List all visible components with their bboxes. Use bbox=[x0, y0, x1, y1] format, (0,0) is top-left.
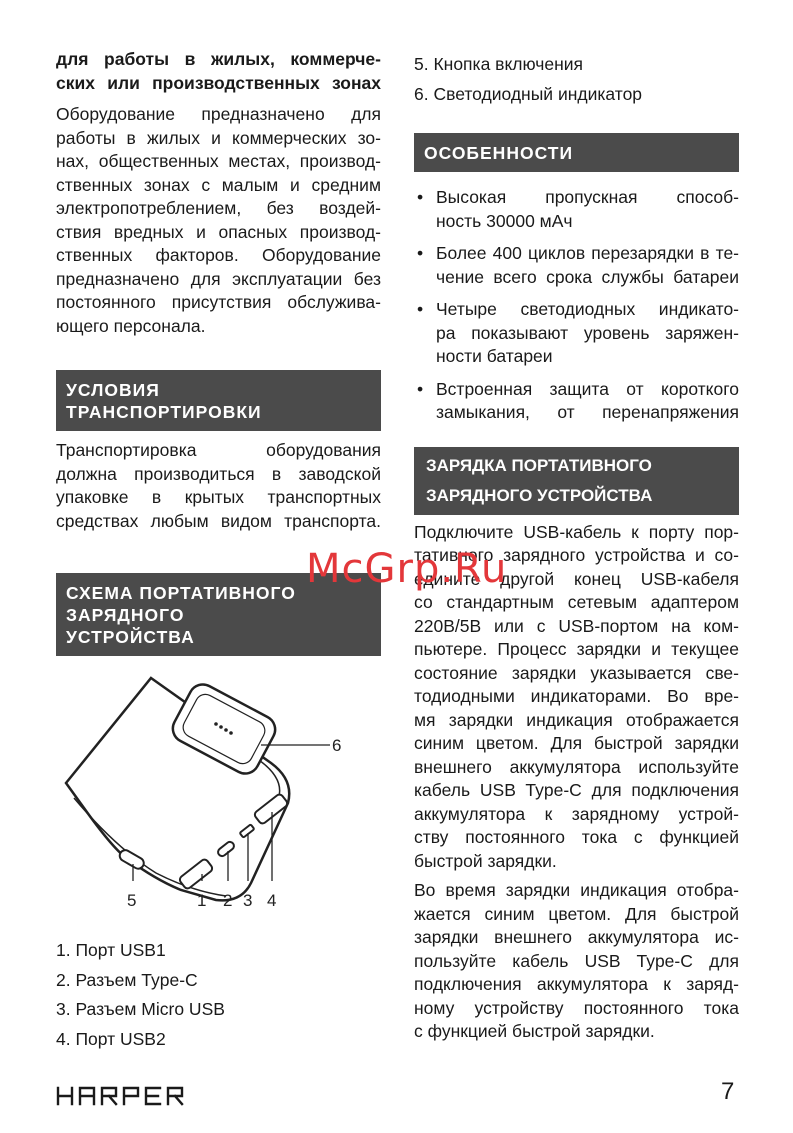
label-4: 4 bbox=[267, 891, 277, 910]
transport-paragraph: Транспортировка оборудования должна производиться в заводской упаковке в крытых транспортных средствах любым видом транспорта. bbox=[56, 440, 381, 531]
list-item: 4. Порт USB2 bbox=[56, 1028, 166, 1049]
intro-heading: для работы в жилых, коммерче- ских или производственных зонах bbox=[56, 49, 381, 93]
list-item: 6. Светодиодный индикатор bbox=[414, 83, 643, 104]
bullet-icon: • bbox=[417, 187, 424, 207]
brand-logo bbox=[56, 1086, 188, 1106]
led-dot-2 bbox=[219, 725, 223, 729]
list-item: 3. Разъем Micro USB bbox=[56, 999, 225, 1019]
transport-section-header: УСЛОВИЯ ТРАНСПОРТИРОВКИ bbox=[56, 370, 381, 431]
features-section-header: ОСОБЕННОСТИ bbox=[414, 133, 739, 172]
label-5: 5 bbox=[127, 891, 137, 910]
list-item: • Более 400 циклов перезарядки в те- чение всего срока службы батареи bbox=[417, 243, 739, 287]
label-3: 3 bbox=[243, 891, 253, 910]
label-6: 6 bbox=[332, 736, 342, 755]
features-list bbox=[414, 186, 739, 425]
charging-paragraph-1: Подключите USB-кабель к порту пор- тативного зарядного устройства и со- едините другой конец USB-кабеля со стандартным сетевым адаптером 220В/5В или с USB-портом на ком- пьютере. Процесс зарядки и текущее состояние зарядки указывается све- тодиодными индикаторами. Во вре- мя зарядки индикация отображается синим цветом. Для быстрой зарядки внешнего аккумулятора используйте кабель USB Type-C для подключения аккумулятора к зарядному устрой- ству постоянного тока с функцией быстрой зарядки. bbox=[414, 521, 739, 871]
list-item: 2. Разъем Type-C bbox=[56, 969, 198, 990]
scheme-section-header: СХЕМА ПОРТАТИВНОГО ЗАРЯДНОГО УСТРОЙСТВА bbox=[56, 573, 381, 656]
intro-paragraph: Оборудование предназначено для работы в жилых и коммерческих зо- нах, общественных местах, производ- ственных зонах с малым и средним электропотреблением, без воздей- ствия вредных и опасных производ- ственных факторов. Оборудование предназначено для эксплуатации без постоянного присутствия обслужива- ющего персонала. bbox=[56, 104, 381, 336]
components-list bbox=[414, 50, 739, 109]
power-bank-diagram bbox=[56, 668, 381, 928]
list-item: • Встроенная защита от короткого замыкания, от перенапряжения bbox=[417, 378, 739, 422]
label-1: 1 bbox=[197, 891, 207, 910]
label-2: 2 bbox=[223, 891, 233, 910]
watermark: McGrp.Ru bbox=[306, 546, 508, 592]
list-item: 5. Кнопка включения bbox=[414, 54, 584, 74]
charging-paragraph-2: Во время зарядки индикация отобра- жается синим цветом. Для быстрой зарядки внешнего аккумулятора ис- пользуйте кабель USB Type-C для подключения аккумулятора к заряд- ному устройству постоянного тока с функцией быстрой зарядки. bbox=[414, 880, 739, 1041]
page-number: 7 bbox=[721, 1078, 735, 1105]
list-item: • Четыре светодиодных индикато- ра показывают уровень заряжен- ности батареи bbox=[417, 299, 739, 366]
ports-list bbox=[56, 936, 381, 1054]
bullet-icon: • bbox=[417, 299, 424, 319]
list-item: • Высокая пропускная способ- ность 30000 мАч bbox=[417, 187, 739, 231]
led-dot-3 bbox=[224, 728, 228, 732]
list-item: 1. Порт USB1 bbox=[56, 940, 166, 960]
led-dot-4 bbox=[229, 731, 233, 735]
led-dot-1 bbox=[214, 722, 218, 726]
bullet-icon: • bbox=[417, 378, 424, 399]
bullet-icon: • bbox=[417, 243, 424, 263]
charging-section-header: ЗАРЯДКА ПОРТАТИВНОГО ЗАРЯДНОГО УСТРОЙСТВА bbox=[414, 447, 739, 515]
